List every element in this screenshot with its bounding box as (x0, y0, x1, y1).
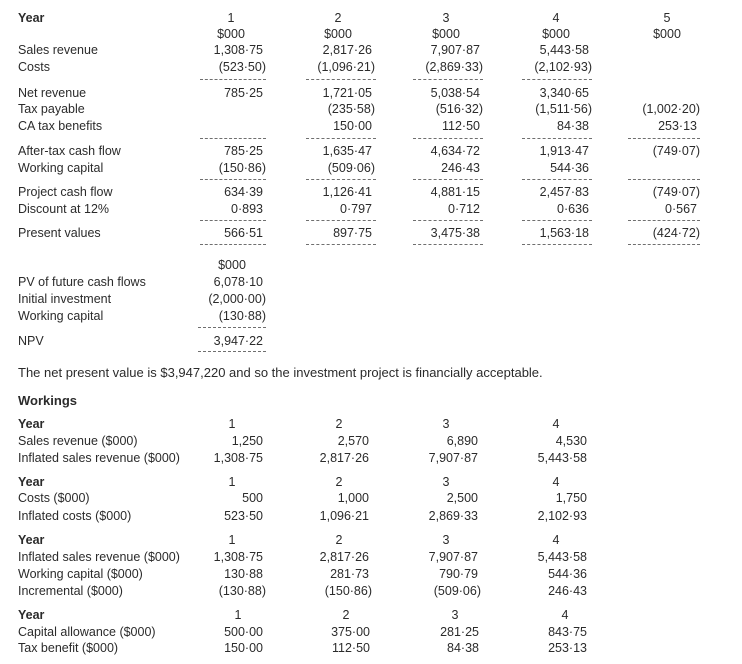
workings-cell: 1,250 (231, 434, 263, 448)
rule (628, 138, 700, 139)
main-year-header: Year (18, 11, 45, 25)
rule (628, 244, 700, 245)
cell-working-capital-y4: 544·36 (550, 161, 589, 175)
year-3-header: 3 (442, 11, 450, 25)
workings-year-2: 2 (342, 608, 350, 622)
workings-year-1: 1 (228, 417, 236, 431)
npv-label-working-capital: Working capital (18, 309, 104, 323)
workings-cell: 843·75 (548, 625, 587, 639)
row-label-discount: Discount at 12% (18, 202, 110, 216)
npv-value-npv: 3,947·22 (213, 334, 263, 348)
npv-label-pv-future: PV of future cash flows (18, 275, 146, 289)
unit-5-header: $000 (653, 27, 681, 41)
rule (522, 244, 592, 245)
rule (306, 179, 376, 180)
workings-year-label: Year (18, 417, 45, 431)
workings-year-4: 4 (552, 417, 560, 431)
workings-year-label: Year (18, 608, 45, 622)
workings-cell: 2,570 (337, 434, 369, 448)
workings-cell: 130·88 (224, 567, 263, 581)
cell-tax-payable-y5: (1,002·20) (642, 102, 700, 116)
workings-year-4: 4 (552, 475, 560, 489)
workings-cell: 7,907·87 (428, 550, 478, 564)
cell-discount-y3: 0·712 (448, 202, 480, 216)
rule (628, 220, 700, 221)
rule (628, 179, 700, 180)
workings-row-label: Costs ($000) (18, 491, 90, 505)
workings-cell: 2,869·33 (428, 509, 478, 523)
cell-working-capital-y1: (150·86) (218, 161, 266, 175)
rule (306, 220, 376, 221)
rule (522, 138, 592, 139)
workings-cell: 500 (242, 491, 263, 505)
workings-cell: 2,102·93 (537, 509, 587, 523)
cell-net-revenue-y3: 5,038·54 (430, 86, 480, 100)
year-2-header: 2 (334, 11, 342, 25)
workings-cell: 790·79 (439, 567, 478, 581)
workings-year-2: 2 (335, 533, 343, 547)
workings-year-1: 1 (228, 475, 236, 489)
cell-after-tax-cash-flow-y3: 4,634·72 (430, 144, 480, 158)
cell-project-cash-flow-y4: 2,457·83 (539, 185, 589, 199)
row-label-after-tax-cash-flow: After-tax cash flow (18, 144, 121, 158)
workings-year-label: Year (18, 533, 45, 547)
row-label-costs: Costs (18, 60, 50, 74)
workings-row-label: Inflated costs ($000) (18, 509, 132, 523)
cell-after-tax-cash-flow-y4: 1,913·47 (539, 144, 589, 158)
npv-label-npv: NPV (18, 334, 44, 348)
workings-row-label: Inflated sales revenue ($000) (18, 550, 180, 564)
cell-discount-y1: 0·893 (231, 202, 263, 216)
rule (413, 79, 483, 80)
rule (306, 138, 376, 139)
rule (200, 220, 266, 221)
rule (413, 220, 483, 221)
row-label-sales-revenue: Sales revenue (18, 43, 98, 57)
workings-cell: 246·43 (548, 584, 587, 598)
unit-3-header: $000 (432, 27, 460, 41)
cell-present-values-y5: (424·72) (652, 226, 700, 240)
cell-present-values-y2: 897·75 (333, 226, 372, 240)
cell-project-cash-flow-y1: 634·39 (224, 185, 263, 199)
workings-year-4: 4 (552, 533, 560, 547)
year-4-header: 4 (552, 11, 560, 25)
cell-after-tax-cash-flow-y5: (749·07) (652, 144, 700, 158)
cell-project-cash-flow-y5: (749·07) (652, 185, 700, 199)
rule (306, 244, 376, 245)
workings-cell: 253·13 (548, 641, 587, 655)
workings-cell: 281·25 (440, 625, 479, 639)
cell-sales-revenue-y2: 2,817·26 (322, 43, 372, 57)
unit-4-header: $000 (542, 27, 570, 41)
cell-present-values-y1: 566·51 (224, 226, 263, 240)
npv-value-pv-future: 6,078·10 (213, 275, 263, 289)
rule (198, 327, 266, 328)
workings-year-3: 3 (442, 533, 450, 547)
workings-cell: 7,907·87 (428, 451, 478, 465)
npv-unit-header: $000 (218, 258, 246, 272)
rule (200, 79, 266, 80)
workings-cell: (130·88) (218, 584, 266, 598)
rule (413, 244, 483, 245)
workings-cell: 1,308·75 (213, 451, 263, 465)
year-5-header: 5 (663, 11, 671, 25)
cell-net-revenue-y2: 1,721·05 (322, 86, 372, 100)
workings-cell: 5,443·58 (537, 451, 587, 465)
cell-sales-revenue-y4: 5,443·58 (539, 43, 589, 57)
rule (200, 138, 266, 139)
cell-discount-y2: 0·797 (340, 202, 372, 216)
workings-row-label: Working capital ($000) (18, 567, 143, 581)
cell-project-cash-flow-y2: 1,126·41 (322, 185, 372, 199)
cell-after-tax-cash-flow-y1: 785·25 (224, 144, 263, 158)
row-label-present-values: Present values (18, 226, 101, 240)
cell-tax-payable-y2: (235·58) (327, 102, 375, 116)
workings-cell: 281·73 (330, 567, 369, 581)
workings-year-1: 1 (228, 533, 236, 547)
row-label-ca-tax-benefits: CA tax benefits (18, 119, 103, 133)
workings-cell: 500·00 (224, 625, 263, 639)
workings-year-2: 2 (335, 417, 343, 431)
conclusion-text: The net present value is $3,947,220 and so the investment project is financially acceptable. (18, 365, 543, 380)
cell-costs-y4: (2,102·93) (534, 60, 592, 74)
row-label-tax-payable: Tax payable (18, 102, 85, 116)
cell-discount-y5: 0·567 (665, 202, 697, 216)
cell-ca-tax-benefits-y4: 84·38 (557, 119, 589, 133)
cell-project-cash-flow-y3: 4,881·15 (430, 185, 480, 199)
rule (200, 179, 266, 180)
cell-costs-y1: (523·50) (218, 60, 266, 74)
workings-row-label: Sales revenue ($000) (18, 434, 138, 448)
npv-value-working-capital: (130·88) (218, 309, 266, 323)
workings-cell: 1,000 (337, 491, 369, 505)
cell-net-revenue-y1: 785·25 (224, 86, 263, 100)
npv-label-initial-investment: Initial investment (18, 292, 112, 306)
workings-cell: 2,817·26 (319, 550, 369, 564)
workings-row-label: Inflated sales revenue ($000) (18, 451, 180, 465)
cell-tax-payable-y4: (1,511·56) (535, 102, 592, 116)
cell-costs-y3: (2,869·33) (425, 60, 483, 74)
workings-row-label: Tax benefit ($000) (18, 641, 119, 655)
row-label-net-revenue: Net revenue (18, 86, 87, 100)
rule (198, 351, 266, 352)
unit-2-header: $000 (324, 27, 352, 41)
workings-cell: 6,890 (446, 434, 478, 448)
workings-row-label: Capital allowance ($000) (18, 625, 156, 639)
workings-year-3: 3 (442, 417, 450, 431)
rule (200, 244, 266, 245)
workings-cell: 375·00 (331, 625, 370, 639)
workings-cell: 544·36 (548, 567, 587, 581)
unit-1-header: $000 (217, 27, 245, 41)
cell-present-values-y4: 1,563·18 (539, 226, 589, 240)
rule (413, 179, 483, 180)
row-label-working-capital: Working capital (18, 161, 104, 175)
workings-cell: 1,750 (555, 491, 587, 505)
workings-year-4: 4 (561, 608, 569, 622)
cell-ca-tax-benefits-y2: 150·00 (333, 119, 372, 133)
workings-row-label: Incremental ($000) (18, 584, 123, 598)
cell-working-capital-y3: 246·43 (441, 161, 480, 175)
workings-cell: 2,500 (446, 491, 478, 505)
cell-sales-revenue-y3: 7,907·87 (430, 43, 480, 57)
rule (306, 79, 376, 80)
workings-cell: 150·00 (224, 641, 263, 655)
workings-cell: 4,530 (555, 434, 587, 448)
cell-costs-y2: (1,096·21) (317, 60, 375, 74)
workings-cell: 5,443·58 (537, 550, 587, 564)
cell-after-tax-cash-flow-y2: 1,635·47 (322, 144, 372, 158)
workings-cell: (509·06) (433, 584, 481, 598)
workings-cell: 112·50 (332, 641, 370, 655)
workings-year-1: 1 (234, 608, 242, 622)
workings-year-3: 3 (451, 608, 459, 622)
npv-value-initial-investment: (2,000·00) (208, 292, 266, 306)
workings-cell: (150·86) (324, 584, 372, 598)
cell-ca-tax-benefits-y5: 253·13 (658, 119, 697, 133)
workings-cell: 523·50 (224, 509, 263, 523)
workings-title: Workings (18, 393, 77, 408)
cell-net-revenue-y4: 3,340·65 (539, 86, 589, 100)
workings-cell: 84·38 (447, 641, 479, 655)
workings-cell: 2,817·26 (319, 451, 369, 465)
rule (522, 179, 592, 180)
cell-ca-tax-benefits-y3: 112·50 (442, 119, 480, 133)
cell-sales-revenue-y1: 1,308·75 (213, 43, 263, 57)
cell-tax-payable-y3: (516·32) (435, 102, 483, 116)
workings-year-2: 2 (335, 475, 343, 489)
year-1-header: 1 (227, 11, 235, 25)
rule (413, 138, 483, 139)
rule (522, 220, 592, 221)
cell-present-values-y3: 3,475·38 (430, 226, 480, 240)
rule (522, 79, 592, 80)
workings-year-3: 3 (442, 475, 450, 489)
cell-working-capital-y2: (509·06) (327, 161, 375, 175)
workings-year-label: Year (18, 475, 45, 489)
row-label-project-cash-flow: Project cash flow (18, 185, 113, 199)
workings-cell: 1,308·75 (213, 550, 263, 564)
cell-discount-y4: 0·636 (557, 202, 589, 216)
workings-cell: 1,096·21 (319, 509, 369, 523)
